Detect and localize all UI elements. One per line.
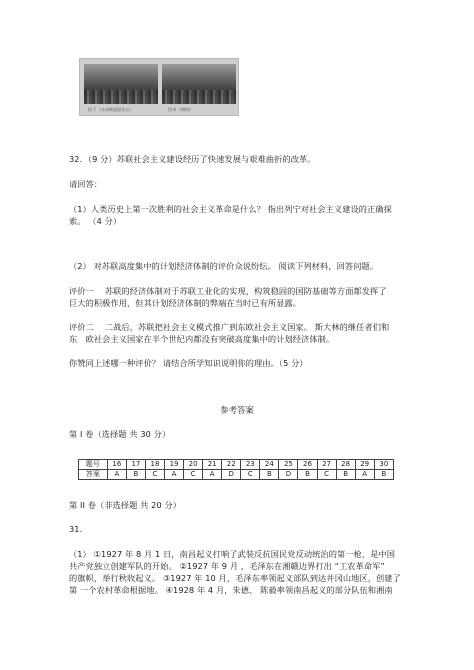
answer-cell: A [203,470,222,480]
table-header-cell: 题号 [79,460,108,470]
answer-cell: D [279,470,298,480]
answer-cell: C [241,470,260,480]
question-number-cell: 26 [298,460,317,470]
evaluation-question: 你赞同上述哪一种评价？ 请结合所学知识说明你的理由。（5 分） [69,358,308,368]
table-row-numbers [79,460,394,470]
historical-photos-figure [79,58,239,116]
table-row-answers [79,470,394,480]
question-number-cell: 22 [222,460,241,470]
historical-photo-right [162,64,236,104]
question-number-cell: 30 [374,460,393,470]
question-number-cell: 16 [107,460,126,470]
answer-cell: B [374,470,393,480]
table-header-cell: 答案 [79,470,108,480]
answer-31-line3: 的旗帜，举行秋收起义。 ③1927 年 10 月，毛泽东率领起义部队到达井冈山地区，创建了 [69,573,401,583]
answer-31-line1: （1） ①1927 年 8 月 1 日，南昌起义打响了武装反抗国民党反动统治的第一枪，是中国 [69,549,396,559]
question-32-prompt: 请回答： [69,179,103,189]
photo-caption-right: 图 8 《城构》 [168,107,194,112]
answer-cell: B [126,470,145,480]
answer-cell: A [165,470,184,480]
evaluation-two-line2: 东 欧社会主义国家在半个世纪内都没有突破高度集中的计划经济体制。 [69,334,335,344]
part-two-heading: 第 II 卷（非选择题 共 20 分） [69,500,182,510]
answer-cell: A [107,470,126,480]
question-number-cell: 17 [126,460,145,470]
question-number-cell: 24 [260,460,279,470]
question-number-cell: 19 [165,460,184,470]
answer-31-line4: 第 一个农村革命根据地。 ④1928 年 4 月，朱德、 陈毅率领南昌起义的部分队伍和湘南 [69,585,393,595]
question-number-cell: 27 [317,460,336,470]
historical-photo-left [84,64,158,104]
evaluation-one-line2: 巨大的积极作用，但其计划经济体制的弊端在当时已有所显露。 [69,298,302,308]
question-31-label: 31. [69,524,83,534]
question-32-part1-line1: （1）人类历史上第一次胜利的社会主义革命是什么？ 指出列宁对社会主义建设的正确探 [69,204,392,214]
question-number-cell: 25 [279,460,298,470]
evaluation-two-line1: 评价二 二战后，苏联把社会主义模式推广到东欧社会主义国家。 斯大林的继任者们和 [69,322,390,332]
part-one-heading: 第 I 卷（选择题 共 30 分） [69,429,171,439]
question-number-cell: 28 [336,460,355,470]
question-32-title: 32．（9 分）苏联社会主义建设经历了快速发展与艰难曲折的改革。 [69,154,316,164]
question-32-part2: （2） 对苏联高度集中的计划经济体制的评价众说纷纭。 阅读下列材料，回答问题。 [69,261,379,271]
answer-cell: A [355,470,374,480]
multiple-choice-answer-table [78,459,394,480]
answer-key-title: 参考答案 [220,405,254,415]
answer-cell: B [336,470,355,480]
answer-cell: C [145,470,164,480]
answer-cell: D [222,470,241,480]
answer-cell: B [260,470,279,480]
answer-31-line2: 共产党独立创建军队的开始。 ②1927 年 9 月 ，毛泽东在湘赣边界打出 “工农革命军” [69,561,385,571]
answer-cell: C [184,470,203,480]
question-32-part1-line2: 索。 （4 分） [69,216,122,226]
answer-cell: C [317,470,336,480]
evaluation-one-line1: 评价一 苏联的经济体制对于苏联工业化的实现，构筑稳固的国防基础等方面都发挥了 [69,286,387,296]
question-number-cell: 29 [355,460,374,470]
answer-cell: B [298,470,317,480]
photo-caption-left: 图 7 《未来缔盟面茶五》 [88,107,134,112]
question-number-cell: 21 [203,460,222,470]
question-number-cell: 18 [145,460,164,470]
question-number-cell: 20 [184,460,203,470]
question-number-cell: 23 [241,460,260,470]
